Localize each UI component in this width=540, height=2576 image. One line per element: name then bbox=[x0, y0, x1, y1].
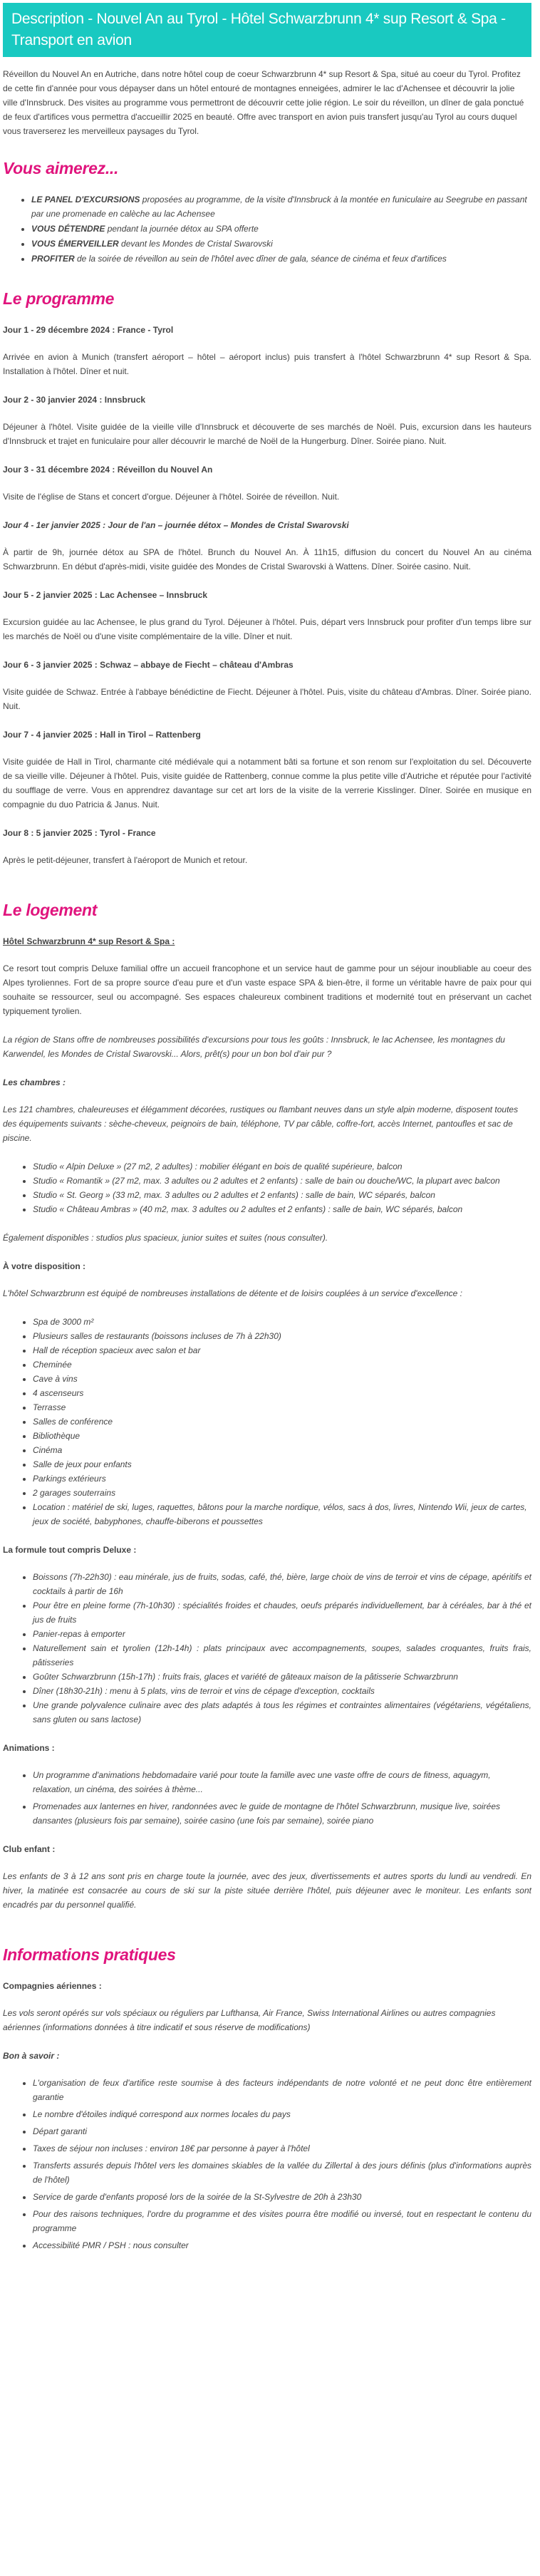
day-text: Après le petit-déjeuner, transfert à l'aéroport de Munich et retour. bbox=[3, 855, 248, 865]
hotel-label: Hôtel Schwarzbrunn 4* sup Resort & Spa : bbox=[3, 936, 175, 946]
day-text: Visite guidée de Hall in Tirol, charmante cité médiévale qui a notamment bâti sa fortune et son renom sur l'exploitation du sel. Découverte de sa vieille ville. Déjeuner à l'hôtel. Puis, visite guidée de Rattenberg, connue comme la plus petite ville d'Autriche et réputée pour l'activité du soufflage de verre. Vous en apprendrez davantage sur cet art lors de la visite de la verrerie Kisslinger. Dîner. Soirée en musique en compagnie du duo Patricia & Janus. Nuit. bbox=[3, 757, 531, 809]
list-item: • Un programme d'animations hebdomadaire varié pour toute la famille avec une vaste offre de cours de fitness, aquagym, relaxation, un cinéma, des soirées à thème... bbox=[33, 1768, 531, 1796]
programme-day bbox=[3, 518, 531, 574]
programme-day bbox=[3, 826, 531, 867]
list-item: • Terrasse bbox=[33, 1400, 531, 1414]
programme-day bbox=[3, 393, 531, 448]
day-title: Jour 8 : 5 janvier 2025 : Tyrol - France bbox=[3, 828, 156, 838]
logement-heading: Le logement bbox=[3, 901, 98, 919]
aimerez-item: • VOUS DÉTENDRE pendant la journée détox au SPA offerte bbox=[31, 222, 531, 236]
day-title: Jour 1 - 29 décembre 2024 : France - Tyrol bbox=[3, 325, 174, 335]
list-item: • Le nombre d'étoiles indiqué correspond aux normes locales du pays bbox=[33, 2107, 531, 2121]
chambres-note: Également disponibles : studios plus spacieux, junior suites et suites (nous consulter). bbox=[3, 1233, 328, 1243]
dispo-label: À votre disposition : bbox=[3, 1261, 86, 1271]
day-text: À partir de 9h, journée détox au SPA de l'hôtel. Brunch du Nouvel An. À 11h15, diffusion du concert du Nouvel An au cinéma Schwarzbrunn. En début d'après-midi, visite guidée des Mondes de Cristal Swarovski à Wattens. Dîner. Soirée casino. Nuit. bbox=[3, 547, 531, 571]
infos-heading: Informations pratiques bbox=[3, 1945, 176, 1964]
list-item: • L'organisation de feux d'artifice reste soumise à des facteurs indépendants de notre volonté et ne peut donc être entièrement garantie bbox=[33, 2076, 531, 2104]
list-item: • Transferts assurés depuis l'hôtel vers les domaines skiables de la vallée du Zillertal à des jours définis (plus d'informations auprès de l'hôtel) bbox=[33, 2158, 531, 2187]
list-item: • Studio « St. Georg » (33 m2, max. 3 adultes ou 2 adultes et 2 enfants) : salle de bain, WC séparés, balcon bbox=[33, 1188, 531, 1202]
region-text: La région de Stans offre de nombreuses possibilités d'excursions pour tous les goûts : Innsbruck, le lac Achensee, les montagnes du Karwendel, les Mondes de Cristal Swarovski... Alors, prêt(s) pour un bon bol d'air pur ? bbox=[3, 1035, 505, 1059]
day-title: Jour 3 - 31 décembre 2024 : Réveillon du Nouvel An bbox=[3, 465, 213, 475]
list-item: • Une grande polyvalence culinaire avec des plats adaptés à tous les régimes et contraintes alimentaires (végétariens, végétaliens, sans gluten ou sans lactose) bbox=[33, 1698, 531, 1727]
aimerez-item: • VOUS ÉMERVEILLER devant les Mondes de Cristal Swarovski bbox=[31, 237, 531, 251]
dispo-text: L'hôtel Schwarzbrunn est équipé de nombreuses installations de détente et de loisirs couplées à un service d'excellence : bbox=[3, 1288, 462, 1298]
list-item: • Naturellement sain et tyrolien (12h-14h) : plats principaux avec accompagnements, soupes, salades croquantes, fruits frais, pâtisseries bbox=[33, 1641, 531, 1670]
day-title: Jour 5 - 2 janvier 2025 : Lac Achensee – Innsbruck bbox=[3, 590, 208, 600]
aimerez-heading: Vous aimerez... bbox=[3, 159, 119, 177]
day-title: Jour 2 - 30 janvier 2024 : Innsbruck bbox=[3, 395, 146, 405]
list-item: • Plusieurs salles de restaurants (boissons incluses de 7h à 22h30) bbox=[33, 1329, 531, 1343]
list-item: • Boissons (7h-22h30) : eau minérale, jus de fruits, sodas, café, thé, bière, large choix de vins de terroir et vins de cépage, apéritifs et cocktails à partir de 16h bbox=[33, 1570, 531, 1598]
dispo-list bbox=[3, 1315, 531, 1528]
list-item: • Service de garde d'enfants proposé lors de la soirée de la St-Sylvestre de 20h à 23h30 bbox=[33, 2190, 531, 2204]
intro-paragraph: Réveillon du Nouvel An en Autriche, dans notre hôtel coup de coeur Schwarzbrunn 4* sup Resort & Spa, situé au coeur du Tyrol. Profitez de cette fin d'année pour vous dépayser dans un hôtel entouré de montagnes enneigées, admirer le lac d'Achensee et découvrir la jolie ville d'Innsbruck. Des visites au programme vous permettront de découvrir cette jolie région. Le soir du réveillon, un dîner de gala ponctué de feux d'artifices vous permettra d'accueillir 2025 en beauté. Offre avec transport en avion puis transfert jusqu'au Tyrol au cours duquel vous traverserez les merveilleux paysages du Tyrol. bbox=[3, 69, 524, 136]
programme-day bbox=[3, 588, 531, 643]
day-title: Jour 4 - 1er janvier 2025 : Jour de l'an – journée détox – Mondes de Cristal Swarovski bbox=[3, 520, 349, 530]
day-text: Visite de l'église de Stans et concert d'orgue. Déjeuner à l'hôtel. Soirée de réveillon. Nuit. bbox=[3, 492, 340, 502]
page-title: Description - Nouvel An au Tyrol - Hôtel Schwarzbrunn 4* sup Resort & Spa - Transport en avion bbox=[3, 3, 531, 57]
list-item: • Studio « Romantik » (27 m2, max. 3 adultes ou 2 adultes et 2 enfants) : salle de bain ou douche/WC, la plupart avec balcon bbox=[33, 1174, 531, 1188]
club-text: Les enfants de 3 à 12 ans sont pris en charge toute la journée, avec des jeux, divertissements et autres sports du lundi au vendredi. En hiver, la matinée est consacrée au cours de ski sur la piste située derrière l'hôtel, puis déjeuner avec le moniteur. Les enfants sont encadrés par du personnel qualifié. bbox=[3, 1871, 531, 1910]
list-item: • Hall de réception spacieux avec salon et bar bbox=[33, 1343, 531, 1357]
aimerez-list bbox=[3, 192, 531, 266]
day-text: Excursion guidée au lac Achensee, le plus grand du Tyrol. Déjeuner à l'hôtel. Puis, départ vers Innsbruck pour profiter d'un temps libre sur les marchés de Noël ou d'une visite complémentaire de la ville. Dîner et nuit. bbox=[3, 617, 531, 641]
chambres-text: Les 121 chambres, chaleureuses et élégamment décorées, rustiques ou flambant neuves dans un style alpin moderne, disposent toutes des équipements suivants : sèche-cheveux, peignoirs de bain, téléphone, TV par câble, coffre-fort, accès Internet, pantoufles et sac de piscine. bbox=[3, 1105, 519, 1143]
list-item: • Cheminée bbox=[33, 1357, 531, 1372]
list-item: • Location : matériel de ski, luges, raquettes, bâtons pour la marche nordique, vélos, sacs à dos, livres, Nintendo Wii, jeux de cartes, jeux de société, babyphones, chauffe-biberons et poussettes bbox=[33, 1500, 531, 1528]
chambres-list bbox=[3, 1159, 531, 1216]
list-item: • Studio « Château Ambras » (40 m2, max. 3 adultes ou 2 adultes et 2 enfants) : salle de bain, WC séparés, balcon bbox=[33, 1202, 531, 1216]
list-item: • Studio « Alpin Deluxe » (27 m2, 2 adultes) : mobilier élégant en bois de qualité supérieure, balcon bbox=[33, 1159, 531, 1174]
list-item: • Parkings extérieurs bbox=[33, 1471, 531, 1486]
animations-list bbox=[3, 1768, 531, 1828]
list-item: • Promenades aux lanternes en hiver, randonnées avec le guide de montagne de l'hôtel Schwarzbrunn, musique live, soirées dansantes (plusieurs fois par semaine), soirée casino (une fois par semaine), soirée piano bbox=[33, 1799, 531, 1828]
list-item: • Pour être en pleine forme (7h-10h30) : spécialités froides et chaudes, oeufs préparés individuellement, bar à céréales, bar à thé et jus de fruits bbox=[33, 1598, 531, 1627]
day-title: Jour 6 - 3 janvier 2025 : Schwaz – abbaye de Fiecht – château d'Ambras bbox=[3, 660, 294, 670]
list-item: • Bibliothèque bbox=[33, 1429, 531, 1443]
list-item: • Panier-repas à emporter bbox=[33, 1627, 531, 1641]
list-item: • Salle de jeux pour enfants bbox=[33, 1457, 531, 1471]
day-text: Arrivée en avion à Munich (transfert aéroport – hôtel – aéroport inclus) puis transfert à l'hôtel Schwarzbrunn 4* sup Resort & Spa. Installation à l'hôtel. Dîner et nuit. bbox=[3, 352, 531, 376]
list-item: • 2 garages souterrains bbox=[33, 1486, 531, 1500]
programme-day bbox=[3, 728, 531, 812]
list-item: • Cave à vins bbox=[33, 1372, 531, 1386]
list-item: • Dîner (18h30-21h) : menu à 5 plats, vins de terroir et vins de cépage d'exception, cocktails bbox=[33, 1684, 531, 1698]
list-item: • Spa de 3000 m² bbox=[33, 1315, 531, 1329]
list-item: • Goûter Schwarzbrunn (15h-17h) : fruits frais, glaces et variété de gâteaux maison de la pâtisserie Schwarzbrunn bbox=[33, 1670, 531, 1684]
savoir-label: Bon à savoir : bbox=[3, 2051, 60, 2061]
list-item: • Pour des raisons techniques, l'ordre du programme et des visites pourra être modifié ou inversé, tout en respectant le contenu du programme bbox=[33, 2207, 531, 2235]
hotel-text: Ce resort tout compris Deluxe familial offre un accueil francophone et un service haut de gamme pour un séjour inoubliable au coeur des Alpes tyroliennes. Fort de sa propre source d'eau pure et d'un vaste espace SPA & bien-être, il forme un véritable havre de paix pour qui souhaite se ressourcer, seul ou accompagné. Ses espaces chaleureux combinent traditions et modernité tout en préservant un cachet typiquement tyrolien. bbox=[3, 963, 531, 1016]
compagnies-text: Les vols seront opérés sur vols spéciaux ou réguliers par Lufthansa, Air France, Swiss International Airlines ou autres compagnies aériennes (informations données à titre indicatif et sous réserve de modifications) bbox=[3, 2008, 496, 2032]
programme-day bbox=[3, 658, 531, 713]
list-item: • Salles de conférence bbox=[33, 1414, 531, 1429]
savoir-list bbox=[3, 2076, 531, 2252]
aimerez-item: • PROFITER de la soirée de réveillon au sein de l'hôtel avec dîner de gala, séance de cinéma et feux d'artifices bbox=[31, 252, 531, 266]
animations-label: Animations : bbox=[3, 1743, 55, 1753]
day-text: Déjeuner à l'hôtel. Visite guidée de la vieille ville d'Innsbruck et découverte de ses marchés de Noël. Puis, excursion dans les hauteurs d'Innsbruck et trajet en funiculaire pour aller découvrir le marché de Noël de la Hungerburg. Dîner. Soirée piano. Nuit. bbox=[3, 422, 531, 446]
compagnies-label: Compagnies aériennes : bbox=[3, 1981, 102, 1991]
formule-list bbox=[3, 1570, 531, 1727]
list-item: • Cinéma bbox=[33, 1443, 531, 1457]
list-item: • 4 ascenseurs bbox=[33, 1386, 531, 1400]
list-item: • Taxes de séjour non incluses : environ 18€ par personne à payer à l'hôtel bbox=[33, 2141, 531, 2156]
chambres-label: Les chambres : bbox=[3, 1077, 66, 1087]
programme-heading: Le programme bbox=[3, 289, 115, 308]
day-title: Jour 7 - 4 janvier 2025 : Hall in Tirol – Rattenberg bbox=[3, 730, 201, 740]
formule-label: La formule tout compris Deluxe : bbox=[3, 1545, 137, 1555]
aimerez-item: • LE PANEL D'EXCURSIONS proposées au programme, de la visite d'Innsbruck à la montée en funiculaire au Seegrube en passant par une promenade en calèche au lac Achensee bbox=[31, 192, 531, 221]
list-item: • Départ garanti bbox=[33, 2124, 531, 2138]
day-text: Visite guidée de Schwaz. Entrée à l'abbaye bénédictine de Fiecht. Déjeuner à l'hôtel. Puis, visite du château d'Ambras. Dîner. Soirée piano. Nuit. bbox=[3, 687, 531, 711]
list-item: • Accessibilité PMR / PSH : nous consulter bbox=[33, 2238, 531, 2252]
club-label: Club enfant : bbox=[3, 1844, 56, 1854]
programme-day bbox=[3, 323, 531, 378]
programme-day bbox=[3, 462, 531, 504]
